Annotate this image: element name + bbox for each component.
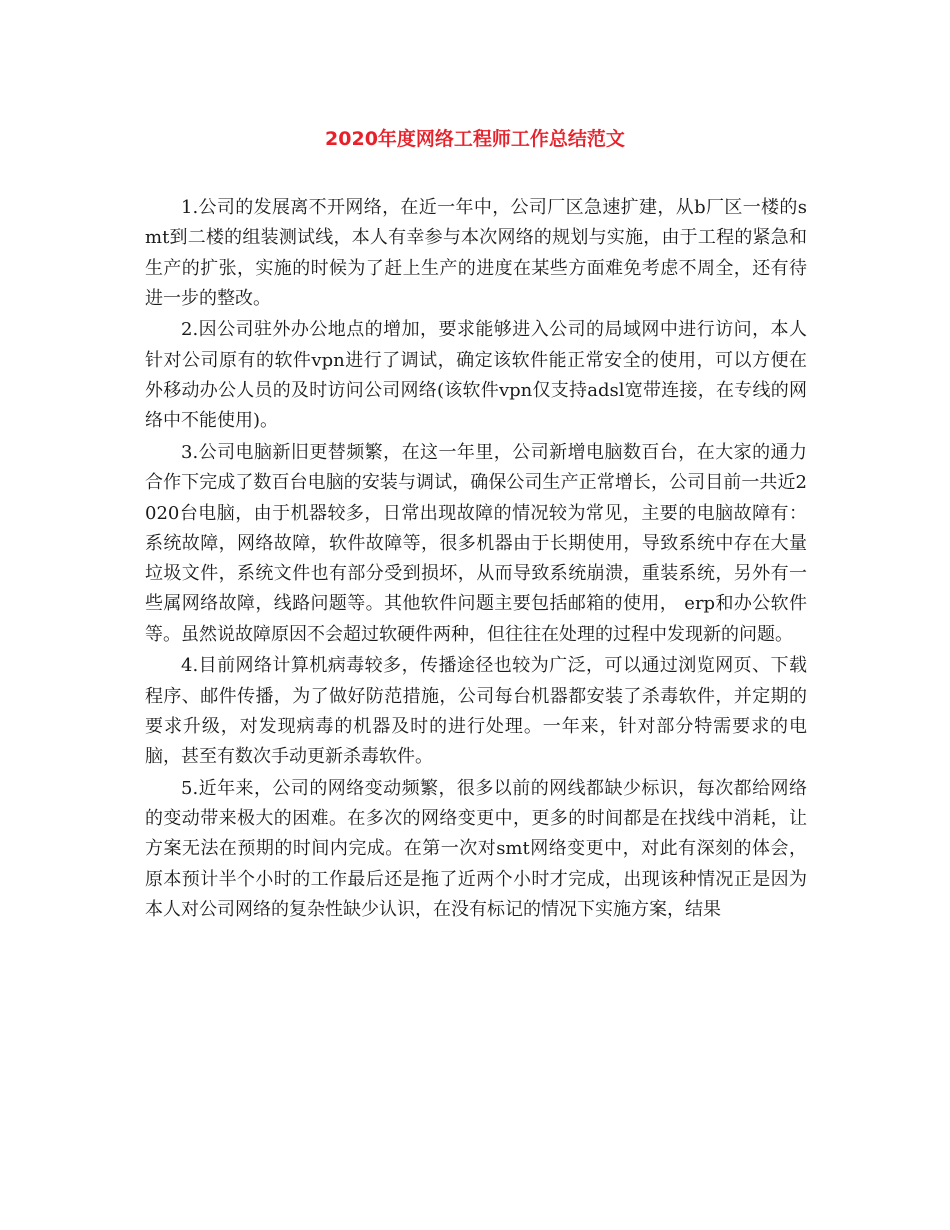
document-body bbox=[145, 193, 807, 927]
paragraph-3: 3.公司电脑新旧更替频繁，在这一年里，公司新增电脑数百台，在大家的通力合作下完成了数百台电脑的安装与调试，确保公司生产正常增长，公司目前一共近2020台电脑，由于机器较多，日常出现故障的情况较为常见，主要的电脑故障有：系统故障，网络故障，软件故障等，很多机器由于长期使用，导致系统中存在大量垃圾文件，系统文件也有部分受到损坏，从而导致系统崩溃，重装系统，另外有一些属网络故障，线路问题等。其他软件问题主要包括邮箱的使用， erp和办公软件等。虽然说故障原因不会超过软硬件两种，但往往在处理的过程中发现新的问题。 bbox=[145, 441, 807, 645]
document-title: 2020年度网络工程师工作总结范文 bbox=[325, 128, 625, 150]
paragraph-2: 2.因公司驻外办公地点的增加，要求能够进入公司的局域网中进行访问，本人针对公司原有的软件vpn进行了调试，确定该软件能正常安全的使用，可以方便在外移动办公人员的及时访问公司网络(该软件vpn仅支持adsl宽带连接，在专线的网络中不能使用)。 bbox=[145, 319, 807, 432]
paragraph-1: 1.公司的发展离不开网络，在近一年中，公司厂区急速扩建，从b厂区一楼的smt到二楼的组装测试线，本人有幸参与本次网络的规划与实施，由于工程的紧急和生产的扩张，实施的时候为了赶上生产的进度在某些方面难免考虑不周全，还有待进一步的整改。 bbox=[145, 197, 807, 309]
paragraph-5: 5.近年来，公司的网络变动频繁，很多以前的网线都缺少标识，每次都给网络的变动带来极大的困难。在多次的网络变更中，更多的时间都是在找线中消耗，让方案无法在预期的时间内完成。在第一次对smt网络变更中，对此有深刻的体会，原本预计半个小时的工作最后还是拖了近两个小时才完成，出现该种情况正是因为本人对公司网络的复杂性缺少认识，在没有标记的情况下实施方案，结果 bbox=[145, 777, 807, 921]
paragraph-4: 4.目前网络计算机病毒较多，传播途径也较为广泛，可以通过浏览网页、下载程序、邮件传播，为了做好防范措施，公司每台机器都安装了杀毒软件，并定期的要求升级，对发现病毒的机器及时的进行处理。一年来，针对部分特需要求的电脑，甚至有数次手动更新杀毒软件。 bbox=[145, 655, 807, 768]
